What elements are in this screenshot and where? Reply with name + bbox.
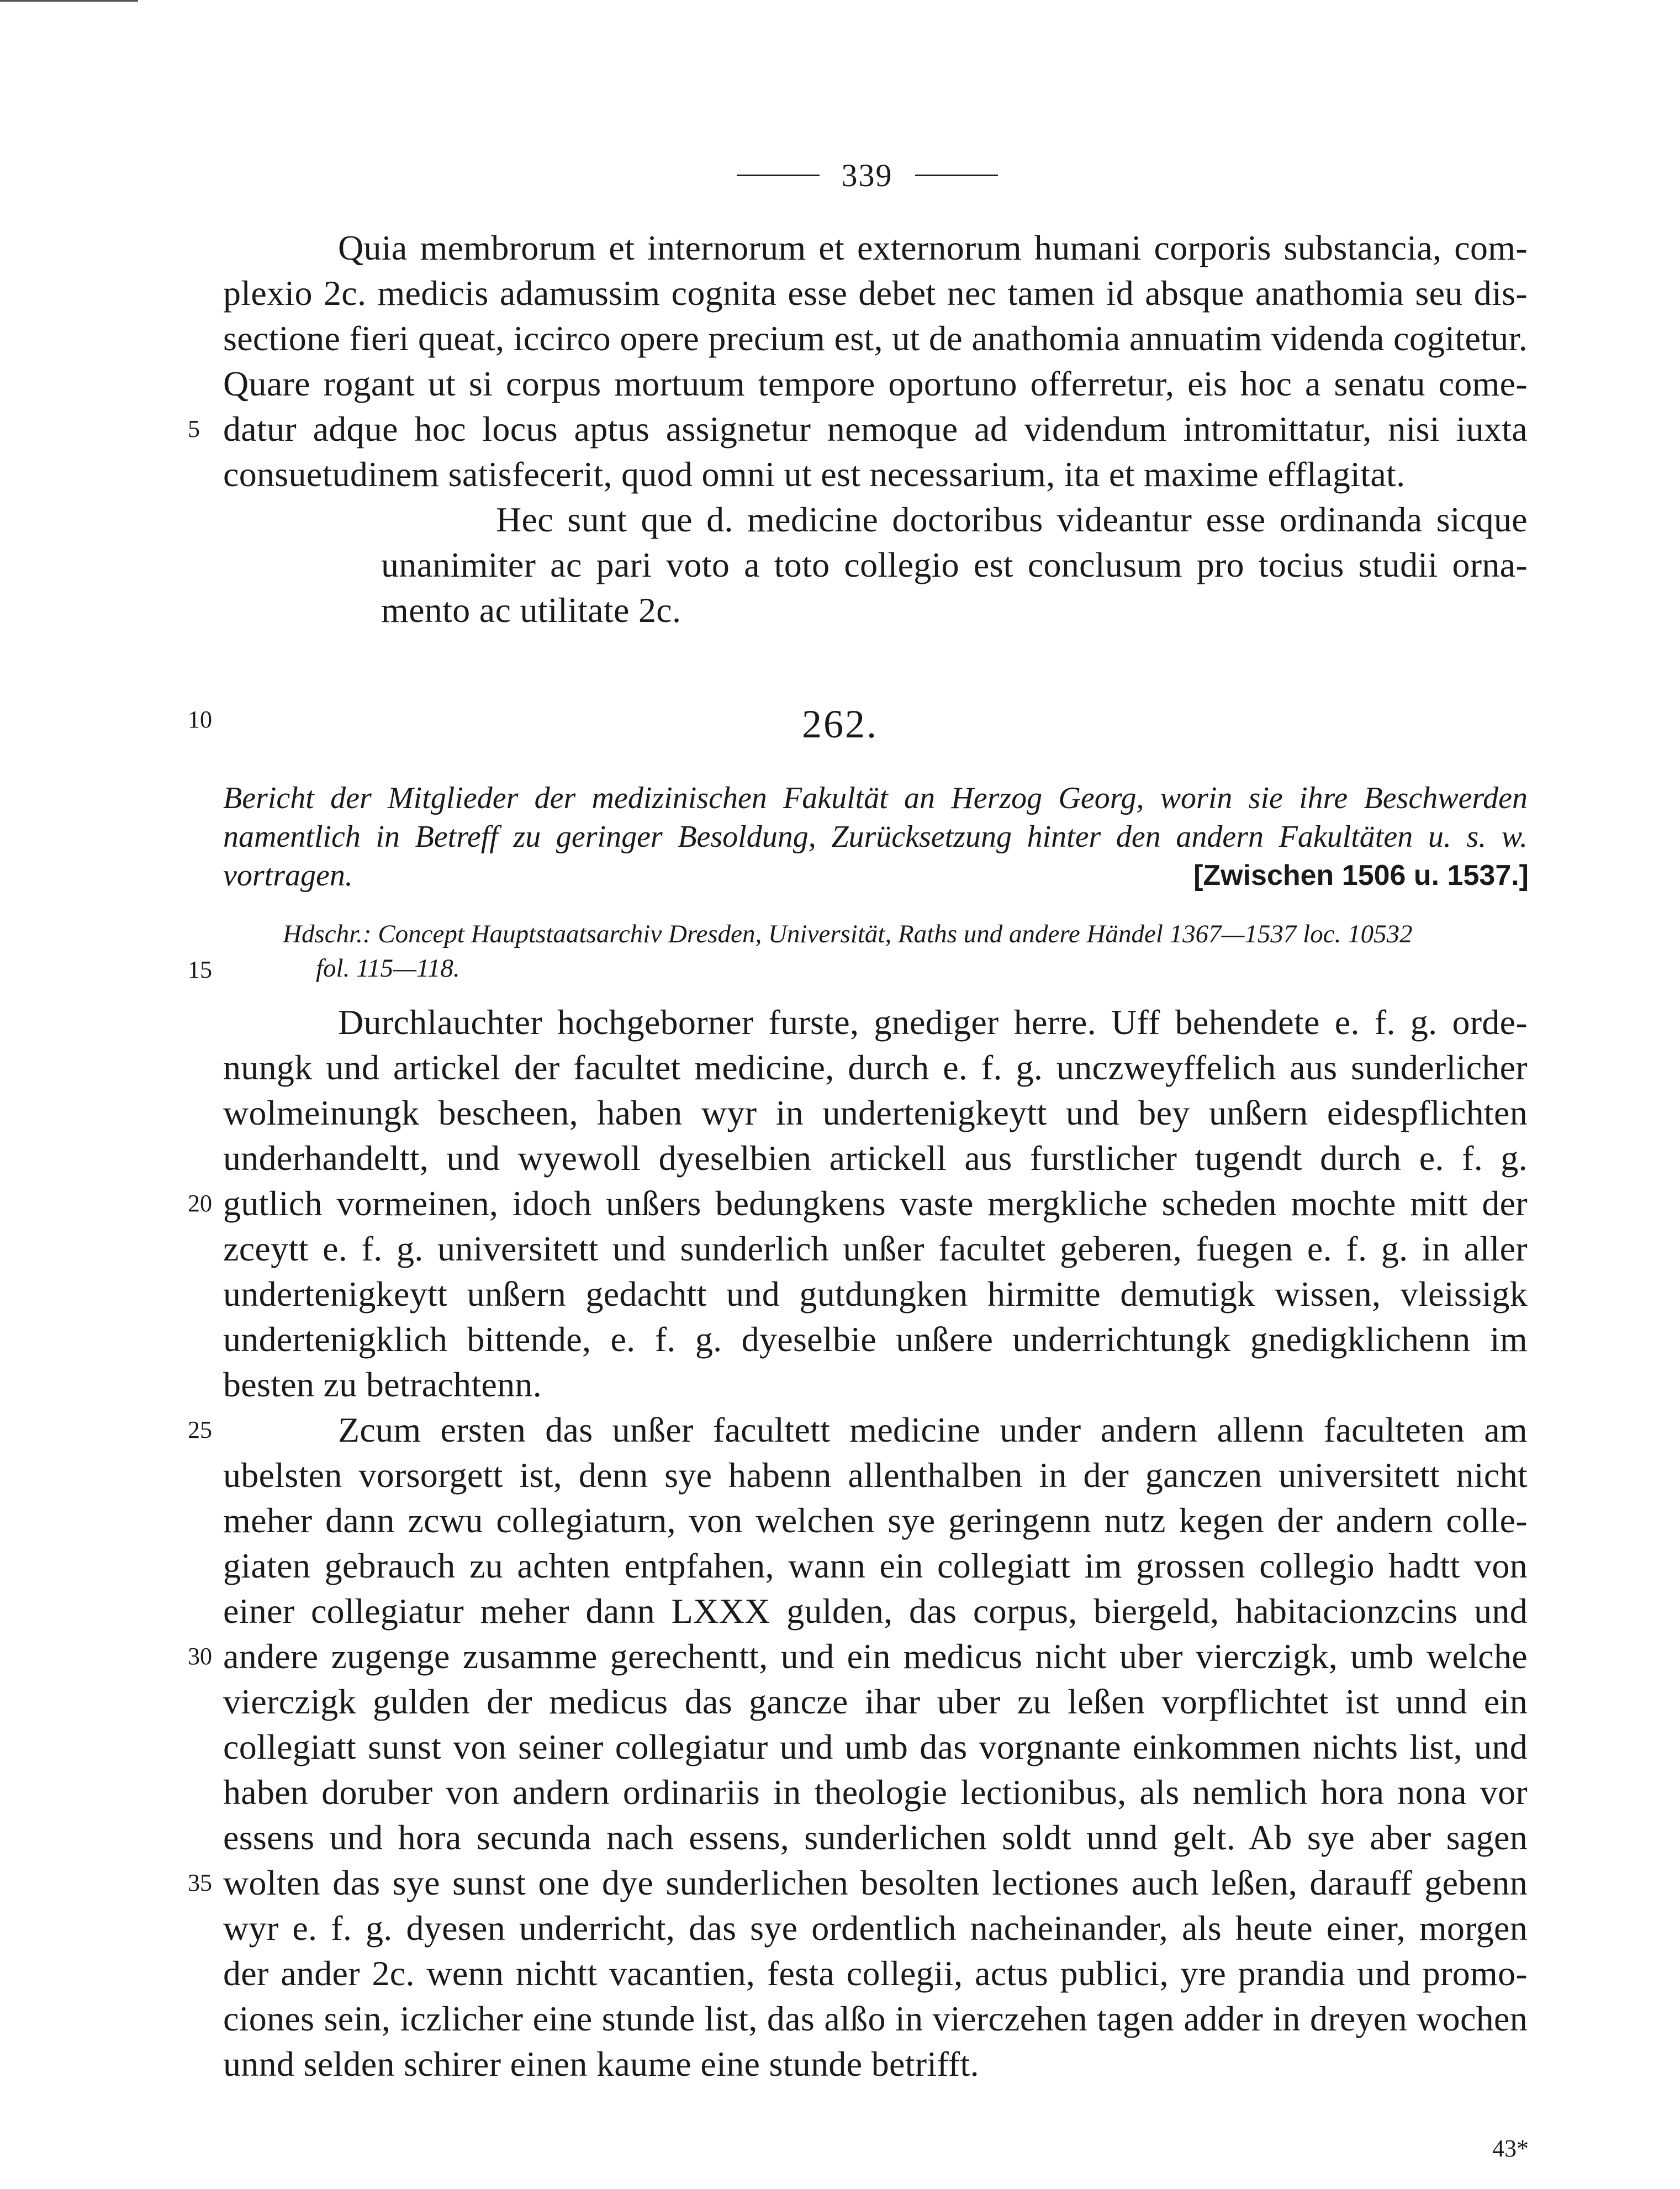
body-line: gutlich vormeinen, idoch unßers bedungkens vaste mergkliche scheden mochte mitt der [223,1184,1528,1223]
line-number: 35 [188,1869,212,1896]
body-line: zceytt e. f. g. universitett und sunderlich unßer facultet geberen, fuegen e. f. g. in aller [223,1229,1528,1268]
signature-mark: 43* [1492,2135,1529,2162]
body-line: undertenigkeytt unßern gedachtt und gutdungken hirmitte demutigk wissen, vleissigk [223,1274,1528,1314]
document-number: 262. [802,702,878,746]
date-note: [Zwischen 1506 u. 1537.] [1193,859,1529,892]
body-line: vierczigk gulden der medicus das gancze ihar uber zu leßen vorpflichtet ist unnd ein [223,1682,1528,1721]
body-line: nungk und artickel der facultet medicine, durch e. f. g. unczweyffelich aus sunderlicher [223,1048,1528,1087]
preamble-line: datur adque hoc locus aptus assignetur nemoque ad videndum intromittatur, nisi iuxta [223,409,1528,449]
summary-line: namentlich in Betreff zu geringer Besoldung, Zurücksetzung hinter den andern Fakultäten u. s. w. [223,820,1528,854]
preamble-line: Quia membrorum et internorum et externorum humani corporis substancia, com- [338,228,1528,267]
body-line: wyr e. f. g. dyesen underricht, das sye ordentlich nacheinander, als heute einer, morgen [223,1908,1528,1948]
line-number: 30 [188,1643,212,1670]
line-number: 20 [188,1190,212,1217]
body-line: underhandeltt, und wyewoll dyeselbien artickell aus furstlicher tugendt durch e. f. g. [223,1138,1528,1178]
preamble-line: consuetudinem satisfecerit, quod omni ut est necessarium, ita et maxime efflagitat. [223,455,1406,494]
body-line: Durchlauchter hochgeborner furste, gnediger herre. Uff behendete e. f. g. orde- [338,1003,1528,1042]
body-line: wolmeinungk bescheen, haben wyr in undertenigkeytt und bey unßern eidespflichten [223,1093,1528,1132]
body-line: essens und hora secunda nach essens, sunderlichen soldt unnd gelt. Ab sye aber sagen [223,1818,1528,1857]
body-line: undertenigklich bittende, e. f. g. dyeselbie unßere underrichtungk gnedigklichenn im [223,1320,1528,1359]
source-line: Hdschr.: Concept Hauptstaatsarchiv Dresden, Universität, Raths und andere Händel 1367—1537 loc. 10532 [283,920,1413,948]
header-dash-left [737,175,820,176]
body-line: einer collegiatur meher dann LXXX gulden, das corpus, biergeld, habitacionzcins und [223,1591,1528,1631]
body-line: meher dann zcwu collegiaturn, von welchen sye geringenn nutz kegen der andern colle- [223,1501,1528,1540]
body-line: ubelsten vorsorgett ist, denn sye habenn allenthalben in der ganczen universitett nicht [223,1455,1528,1495]
body-line: unnd selden schirer einen kaume eine stunde betrifft. [223,2044,979,2083]
preamble-line: sectione fieri queat, iccirco opere precium est, ut de anathomia annuatim videnda cogitetur. [223,319,1528,358]
preamble-line: Quare rogant ut si corpus mortuum tempore oportuno offerretur, eis hoc a senatu come- [223,364,1528,403]
body-line: collegiatt sunst von seiner collegiatur und umb das vorgnante einkommen nichts list, und [223,1727,1528,1766]
closing-line: unanimiter ac pari voto a toto collegio est conclusum pro tocius studii orna- [381,545,1528,584]
page-number: 339 [841,157,893,193]
header-dash-right [915,175,998,176]
body-line: besten zu betrachtenn. [223,1365,542,1404]
body-line: der ander 2c. wenn nichtt vacantien, festa collegii, actus publici, yre prandia und promo- [223,1954,1528,1993]
preamble-line: plexio 2c. medicis adamussim cognita esse debet nec tamen id absque anathomia seu dis- [223,273,1528,313]
summary-line: vortragen. [223,858,353,893]
line-number: 5 [188,415,200,442]
body-line: haben doruber von andern ordinariis in theologie lectionibus, als nemlich hora nona vor [223,1773,1528,1812]
closing-line: mento ac utilitate 2c. [381,590,681,630]
line-number: 15 [188,956,212,983]
page-header [712,156,1022,194]
line-number: 10 [188,706,212,733]
body-line: Zcum ersten das unßer facultett medicine under andern allenn faculteten am [338,1410,1528,1449]
closing-line: Hec sunt que d. medicine doctoribus videantur esse ordinanda sicque [496,500,1528,539]
body-line: andere zugenge zusamme gerechentt, und ein medicus nicht uber vierczigk, umb welche [223,1637,1528,1676]
body-line: wolten das sye sunst one dye sunderlichen besolten lectiones auch leßen, darauff gebenn [223,1863,1528,1902]
body-line: giaten gebrauch zu achten entpfahen, wann ein collegiatt im grossen collegio hadtt von [223,1546,1528,1585]
source-line: fol. 115—118. [316,954,460,983]
line-number: 25 [188,1416,212,1443]
body-line: ciones sein, iczlicher eine stunde list, das alßo in vierczehen tagen adder in dreyen wochen [223,1999,1528,2038]
summary-line: Bericht der Mitglieder der medizinischen Fakultät an Herzog Georg, worin sie ihre Beschwerden [223,781,1528,815]
scan-edge-rule [0,0,138,2]
